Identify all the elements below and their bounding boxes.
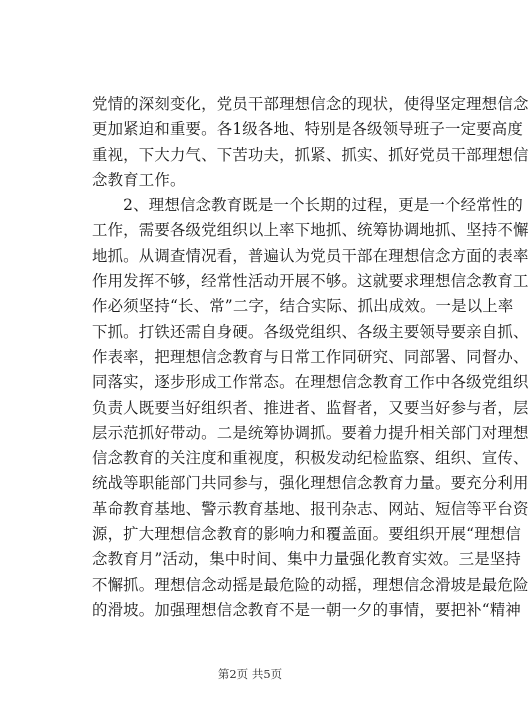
- text-line: 2、理想信念教育既是一个长期的过程，更是一个经常性的: [92, 196, 523, 215]
- text-line: 同落实，逐步形成工作常态。在理想信念教育工作中各级党组织: [92, 373, 529, 392]
- text-line: 重视，下大力气、下苦功夫，抓紧、抓实、抓好党员干部理想信: [92, 145, 529, 164]
- text-line: 革命教育基地、警示教育基地、报刊杂志、网站、短信等平台资: [92, 499, 529, 518]
- text-line: 作表率，把理想信念教育与日常工作同研究、同部署、同督办、: [92, 347, 529, 366]
- text-line: 党情的深刻变化，党员干部理想信念的现状，使得坚定理想信念: [92, 95, 529, 113]
- text-line: 工作，需要各级党组织以上率下地抓、统筹协调地抓、坚持不懈: [92, 221, 529, 240]
- text-line: 负责人既要当好组织者、推进者、监督者，又要当好参与者，层: [92, 398, 529, 417]
- text-line: 的滑坡。加强理想信念教育不是一朝一夕的事情，要把补“精神: [92, 600, 522, 619]
- text-line: 统战等职能部门共同参与，强化理想信念教育力量。要充分利用: [92, 474, 529, 493]
- text-line: 层示范抓好带动。二是统筹协调抓。要着力提升相关部门对理想: [92, 423, 529, 442]
- text-line: 作必须坚持“长、常”二字，结合实际、抓出成效。一是以上率: [92, 297, 514, 316]
- page-number-footer: 第2页 共5页: [217, 667, 283, 681]
- text-line: 信念教育的关注度和重视度，积极发动纪检监察、组织、宣传、: [92, 449, 529, 468]
- text-line: 念教育工作。: [92, 170, 186, 189]
- text-line: 更加紧迫和重要。各1级各地、特别是各级领导班子一定要高度: [92, 120, 523, 139]
- text-line: 念教育月”活动，集中时间、集中力量强化教育实效。三是坚持: [92, 550, 522, 569]
- text-line: 下抓。打铁还需自身硬。各级党组织、各级主要领导要亲自抓、: [92, 322, 529, 341]
- text-line: 源，扩大理想信念教育的影响力和覆盖面。要组织开展“理想信: [92, 525, 522, 544]
- text-line: 不懈抓。理想信念动摇是最危险的动摇，理想信念滑坡是最危险: [92, 575, 529, 594]
- text-line: 地抓。从调查情况看，普遍认为党员干部在理想信念方面的表率: [92, 246, 529, 265]
- text-line: 作用发挥不够，经常性活动开展不够。这就要求理想信念教育工: [92, 272, 529, 291]
- body-text: [92, 92, 529, 623]
